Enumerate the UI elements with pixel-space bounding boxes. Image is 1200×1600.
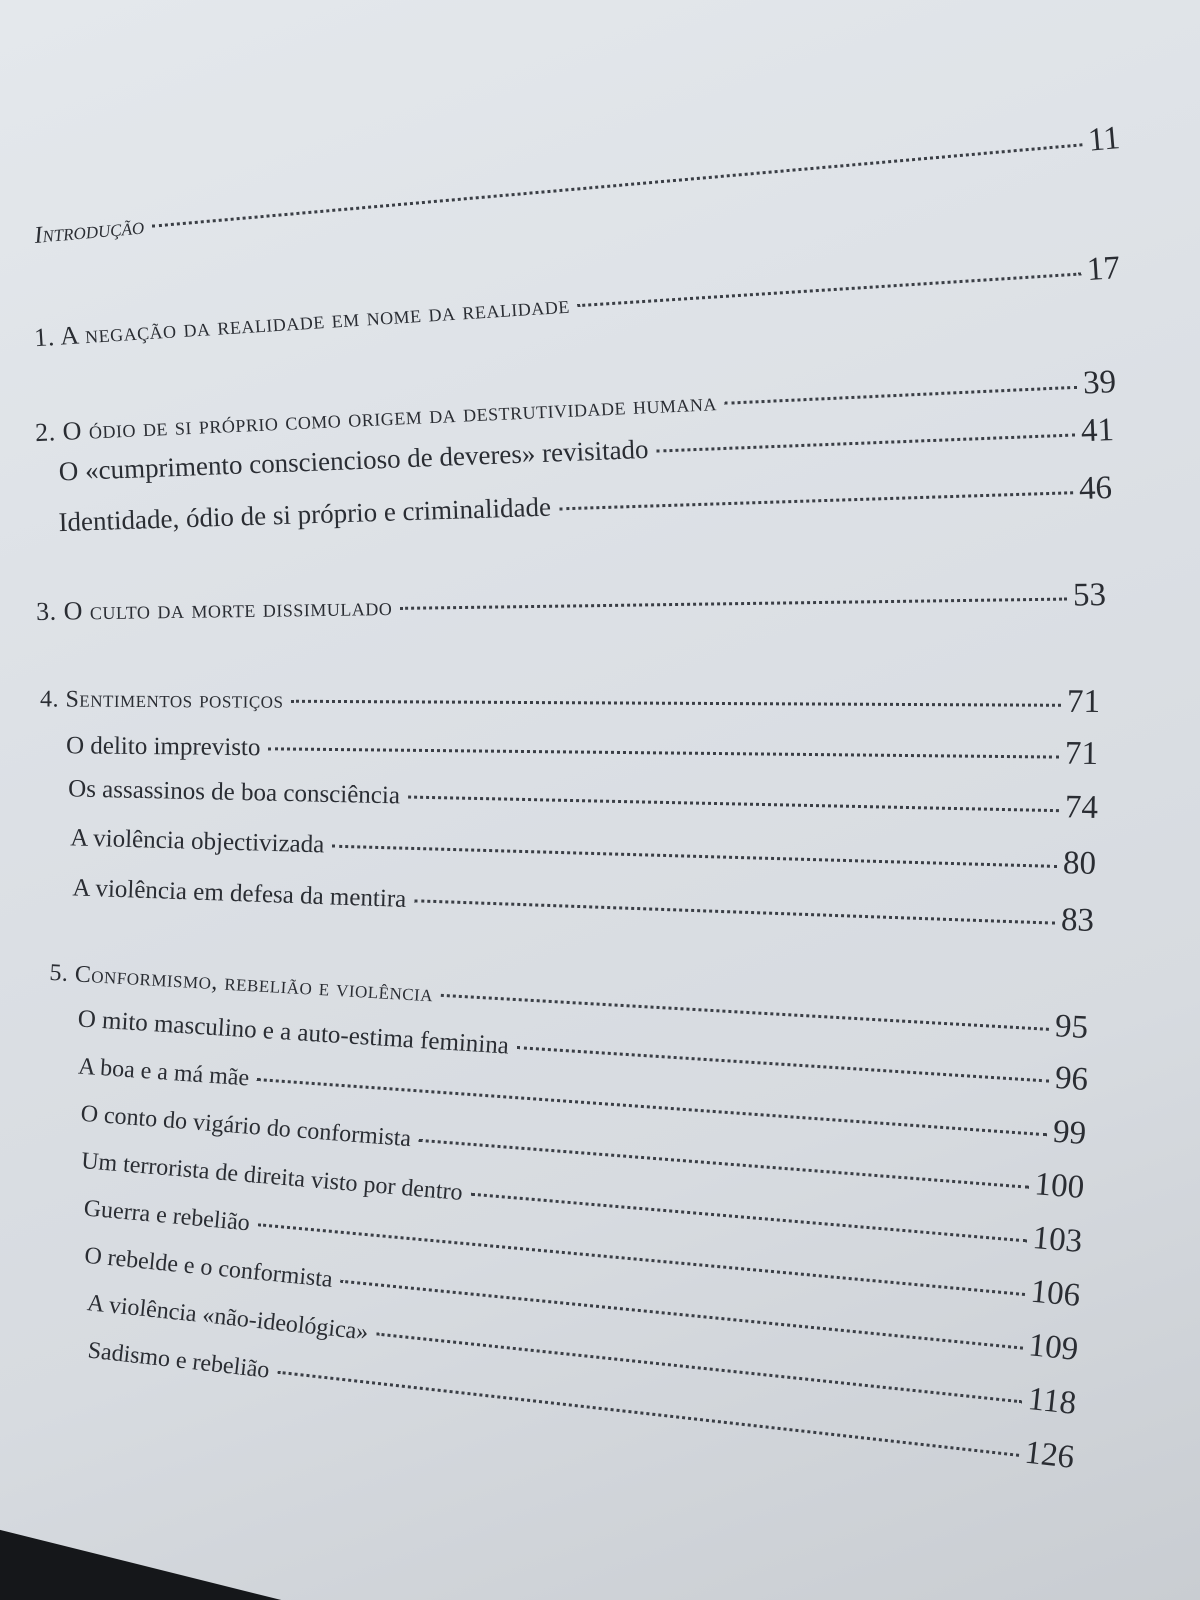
dot-leader	[414, 899, 1055, 924]
dot-leader	[441, 994, 1049, 1031]
toc-entry-page: 46	[1078, 470, 1113, 508]
toc-entry-page: 109	[1027, 1327, 1080, 1368]
toc-entry-title: Os assassinos de boa consciência	[67, 775, 401, 810]
toc-entry-page: 126	[1022, 1434, 1077, 1476]
toc-entry-title: O conto do vigário do conformista	[79, 1100, 413, 1153]
toc-entry-title: O «cumprimento consciencioso de deveres» revisitado	[58, 433, 650, 487]
toc-entry-page: 17	[1085, 250, 1122, 289]
toc-entry-page: 106	[1029, 1273, 1082, 1314]
toc-entry-page: 103	[1031, 1219, 1084, 1260]
toc-entry-title: 1. A negação da realidade em nome da realidade	[33, 289, 571, 353]
toc-entry-page: 39	[1082, 364, 1117, 402]
toc-entry-title: A boa e a má mãe	[77, 1053, 251, 1092]
toc-entry-title: A violência «não-ideológica»	[85, 1290, 370, 1346]
toc-entry-title: O rebelde e o conformista	[83, 1242, 334, 1293]
dot-leader	[332, 845, 1057, 868]
toc-entry-page: 96	[1053, 1059, 1090, 1098]
toc-entry-page: 118	[1026, 1381, 1078, 1422]
toc-entry-page: 83	[1060, 901, 1095, 939]
toc-entry-page: 71	[1066, 683, 1101, 720]
toc-entry-title: 2. O ódio de si próprio como origem da destrutividade humana	[34, 387, 718, 448]
toc-entry-page: 95	[1054, 1008, 1090, 1046]
dot-leader	[517, 1046, 1049, 1082]
toc-entry-page: 41	[1080, 412, 1115, 450]
toc-entry-title: 4. Sentimentos postiços	[39, 686, 284, 714]
toc-entry-section	[66, 725, 1098, 773]
dot-leader	[408, 796, 1059, 813]
toc-entry-title: O delito imprevisto	[65, 732, 261, 762]
toc-entry-page: 71	[1064, 735, 1099, 772]
toc-entry-section	[68, 768, 1099, 827]
toc-entry-title: Identidade, ódio de si próprio e criminalidade	[58, 491, 552, 538]
toc-entry-title: Sadismo e rebelião	[86, 1337, 271, 1384]
toc-entry-title: A violência em defesa da mentira	[72, 874, 407, 913]
toc-entry-title: 3. O culto da morte dissimulado	[35, 591, 393, 626]
dot-leader	[400, 598, 1067, 610]
toc-entry-page: 74	[1064, 789, 1099, 826]
toc-entry-title: Um terrorista de direita visto por dentro	[80, 1148, 464, 1206]
toc-entry-introduction	[33, 120, 1122, 252]
dot-leader	[578, 272, 1082, 307]
toc-entry-page: 99	[1051, 1113, 1088, 1152]
dot-leader	[656, 433, 1075, 452]
toc-entry-title: Introdução	[33, 213, 146, 249]
toc-entry-page: 11	[1086, 120, 1122, 159]
toc-entry-title: A violência objectivizada	[69, 824, 325, 859]
toc-entry-title: 5. Conformismo, rebelião e violência	[48, 959, 434, 1008]
dot-leader	[559, 491, 1073, 510]
dot-leader	[725, 386, 1077, 405]
toc-entry-chapter-4	[40, 678, 1100, 721]
toc-entry-page: 100	[1033, 1166, 1086, 1206]
toc-entry-title: O mito masculino e a auto-estima feminina	[77, 1005, 510, 1060]
toc-entry-page: 80	[1062, 845, 1097, 882]
toc-entry-chapter-3	[36, 577, 1106, 629]
dot-leader	[268, 747, 1059, 758]
toc-entry-chapter-1	[33, 250, 1121, 355]
toc-entry-title: Guerra e rebelião	[82, 1195, 251, 1237]
dot-leader	[291, 700, 1061, 707]
toc-entry-page: 53	[1072, 577, 1107, 614]
dot-leader	[152, 143, 1083, 227]
